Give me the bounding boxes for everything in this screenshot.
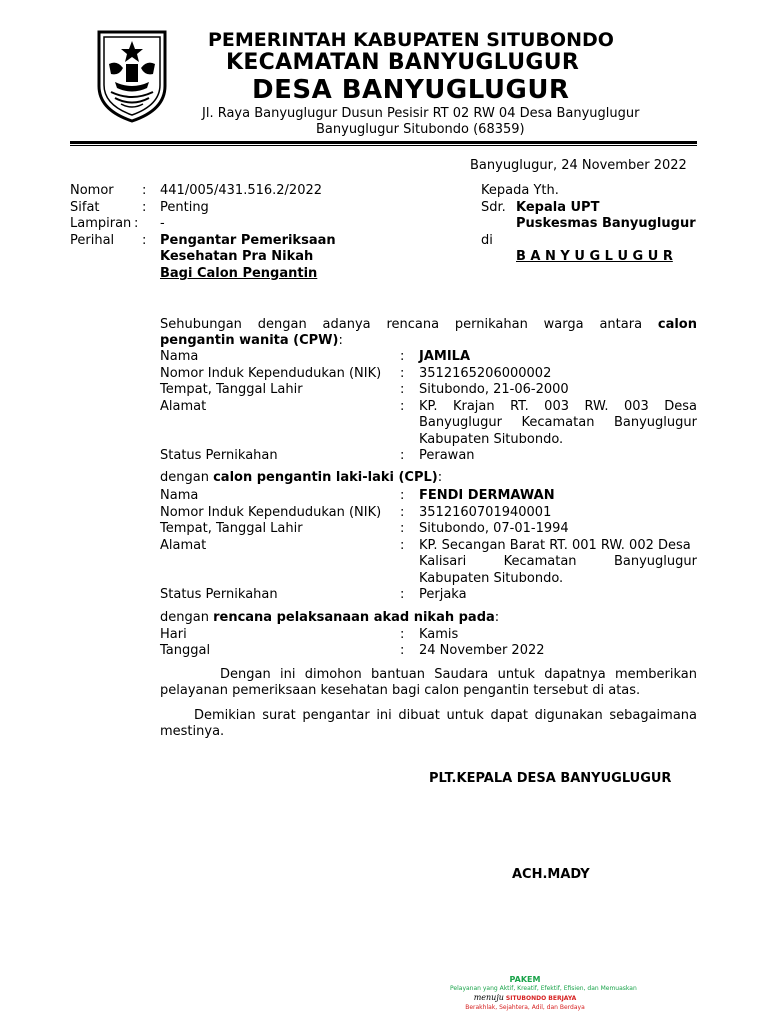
cpl-alamat-colon: :	[400, 538, 405, 553]
akad-tanggal-value: 24 November 2022	[419, 643, 545, 658]
akad-hari-label: Hari	[160, 627, 187, 642]
recipient-name-2: Puskesmas Banyuglugur	[516, 216, 696, 231]
akad-hari-value: Kamis	[419, 627, 459, 642]
meta-perihal-value-3: Bagi Calon Pengantin	[160, 266, 318, 281]
recipient-sdr: Sdr.	[481, 200, 506, 215]
intro-line-2: pengantin wanita (CPW):	[160, 333, 343, 348]
cpl-alamat-line-2: Kalisari Kecamatan Banyuglugur	[419, 554, 697, 569]
meta-nomor-colon: :	[142, 183, 147, 198]
cpw-nama-colon: :	[400, 349, 405, 364]
recipient-name-1: Kepala UPT	[516, 200, 600, 215]
meta-perihal-value-1: Pengantar Pemeriksaan	[160, 233, 336, 248]
cpl-ttl-label: Tempat, Tanggal Lahir	[160, 521, 303, 536]
cpw-ttl-label: Tempat, Tanggal Lahir	[160, 382, 303, 397]
meta-perihal-label: Perihal	[70, 233, 115, 248]
intro-line-1: Sehubungan dengan adanya rencana pernikahan warga antara calon	[160, 317, 697, 332]
cpw-alamat-colon: :	[400, 399, 405, 414]
cpl-nik-colon: :	[400, 505, 405, 520]
closing-p2-line-1: Demikian surat pengantar ini dibuat untuk dapat digunakan sebagaimana	[194, 708, 697, 723]
closing-p1-line-2: pelayanan pemeriksaan kesehatan bagi calon pengantin tersebut di atas.	[160, 683, 641, 698]
akad-intro: dengan rencana pelaksanaan akad nikah pada:	[160, 610, 500, 625]
cpw-nik-label: Nomor Induk Kependudukan (NIK)	[160, 366, 382, 381]
footer-line-2: menuju SITUBONDO BERJAYA	[473, 993, 577, 1002]
closing-p2-line-2: mestinya.	[160, 724, 225, 739]
cpl-alamat-label: Alamat	[160, 538, 207, 553]
footer-title: PAKEM	[509, 975, 541, 984]
letter-date: Banyuglugur, 24 November 2022	[470, 158, 687, 173]
akad-tanggal-label: Tanggal	[160, 643, 211, 658]
cpl-alamat-line-3: Kabupaten Situbondo.	[419, 571, 564, 586]
kop-divider-thick	[70, 141, 697, 144]
footer-line-3: Berakhlak, Sejahtera, Adil, dan Berdaya	[465, 1004, 585, 1011]
akad-hari-colon: :	[400, 627, 405, 642]
meta-perihal-value-2: Kesehatan Pra Nikah	[160, 249, 314, 264]
cpl-nik-value: 3512160701940001	[419, 505, 552, 520]
cpw-alamat-label: Alamat	[160, 399, 207, 414]
kop-government-title: PEMERINTAH KABUPATEN SITUBONDO	[208, 29, 614, 51]
kop-subdistrict-title: KECAMATAN BANYUGLUGUR	[226, 50, 580, 75]
meta-sifat-colon: :	[142, 200, 147, 215]
cpl-nama-colon: :	[400, 488, 405, 503]
meta-sifat-value: Penting	[160, 200, 209, 215]
cpl-status-value: Perjaka	[419, 587, 467, 602]
kop-address-line-1: Jl. Raya Banyuglugur Dusun Pesisir RT 02 RW 04 Desa Banyuglugur	[202, 106, 640, 121]
meta-sifat-label: Sifat	[70, 200, 100, 215]
cpw-nama-value: JAMILA	[419, 349, 471, 364]
cpl-nama-label: Nama	[160, 488, 199, 503]
cpw-status-label: Status Pernikahan	[160, 448, 278, 463]
cpw-nik-colon: :	[400, 366, 405, 381]
cpw-status-colon: :	[400, 448, 405, 463]
signature-name: ACH.MADY	[512, 867, 590, 882]
footer-line-1: Pelayanan yang Aktif, Kreatif, Efektif, Efisien, dan Memuaskan	[450, 985, 637, 992]
cpl-ttl-value: Situbondo, 07-01-1994	[419, 521, 569, 536]
meta-lampiran-colon: :	[134, 216, 139, 231]
cpl-nik-label: Nomor Induk Kependudukan (NIK)	[160, 505, 382, 520]
cpl-status-colon: :	[400, 587, 405, 602]
cpw-alamat-line-3: Kabupaten Situbondo.	[419, 432, 564, 447]
cpl-status-label: Status Pernikahan	[160, 587, 278, 602]
cpw-ttl-value: Situbondo, 21-06-2000	[419, 382, 569, 397]
cpl-ttl-colon: :	[400, 521, 405, 536]
meta-lampiran-value: -	[160, 216, 165, 231]
regency-emblem-icon	[93, 24, 171, 124]
cpw-alamat-line-2: Banyuglugur Kecamatan Banyuglugur	[419, 415, 697, 430]
cpw-alamat-line-1: KP. Krajan RT. 003 RW. 003 Desa	[419, 399, 697, 414]
kop-village-title: DESA BANYUGLUGUR	[252, 75, 570, 105]
cpl-nama-value: FENDI DERMAWAN	[419, 488, 555, 503]
cpw-nama-label: Nama	[160, 349, 199, 364]
kop-divider-thin	[70, 145, 697, 146]
akad-tanggal-colon: :	[400, 643, 405, 658]
meta-lampiran-label: Lampiran	[70, 216, 132, 231]
cpw-ttl-colon: :	[400, 382, 405, 397]
recipient-place: B A N Y U G L U G U R	[516, 249, 673, 264]
recipient-di: di	[481, 233, 493, 248]
meta-perihal-colon: :	[142, 233, 147, 248]
meta-nomor-label: Nomor	[70, 183, 114, 198]
closing-p1-line-1: Dengan ini dimohon bantuan Saudara untuk dapatnya memberikan	[220, 667, 697, 682]
meta-nomor-value: 441/005/431.516.2/2022	[160, 183, 323, 198]
cpl-alamat-line-1: KP. Secangan Barat RT. 001 RW. 002 Desa	[419, 538, 691, 553]
cpl-intro: dengan calon pengantin laki-laki (CPL):	[160, 470, 443, 485]
kop-address-line-2: Banyuglugur Situbondo (68359)	[316, 122, 525, 137]
cpw-status-value: Perawan	[419, 448, 475, 463]
cpw-nik-value: 3512165206000002	[419, 366, 552, 381]
footer-slogan	[450, 975, 637, 1012]
recipient-greeting: Kepada Yth.	[481, 183, 559, 198]
signature-title: PLT.KEPALA DESA BANYUGLUGUR	[429, 771, 672, 786]
